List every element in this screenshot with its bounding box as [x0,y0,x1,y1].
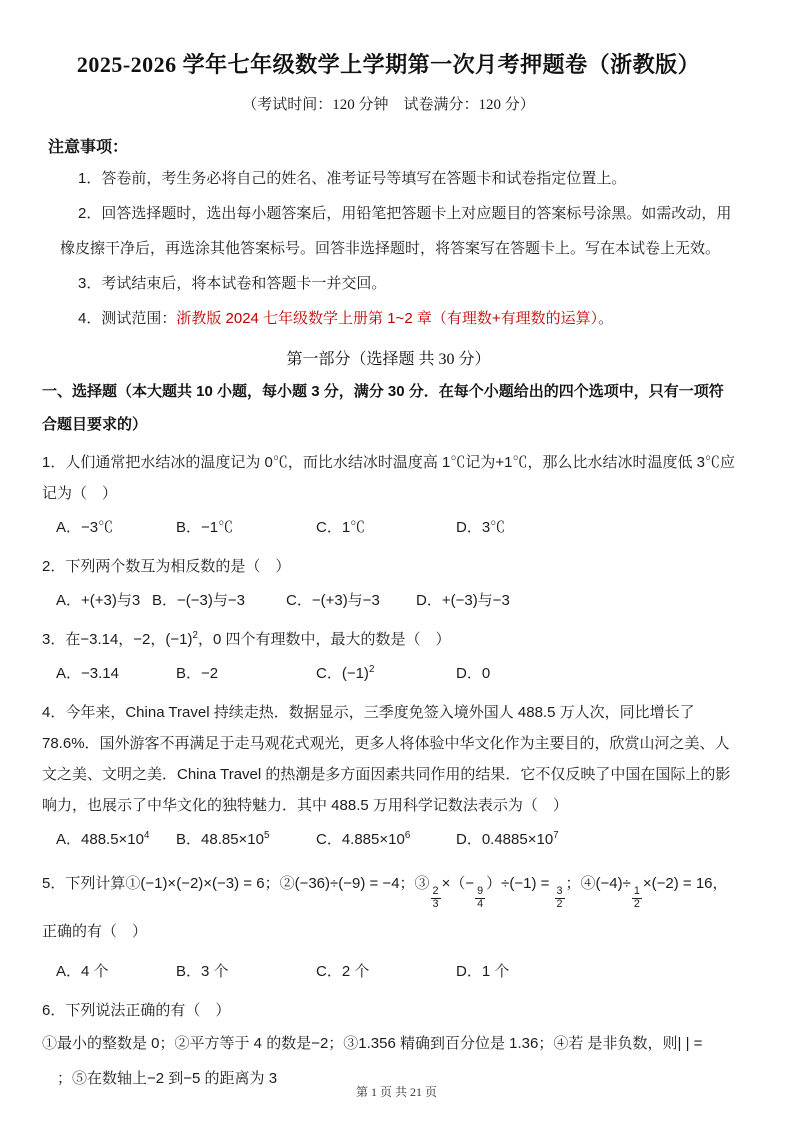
part1-heading: 第一部分（选择题 共 30 分） [286,351,491,368]
question-2 [42,551,735,614]
notice-list [42,161,735,336]
question-5-option-d: D．1 个 [456,962,510,980]
question-3 [42,624,735,687]
question-2-option-d: D．+(−3)与−3 [416,592,510,609]
question-2-option-a: A．+(+3)与3 [56,592,141,609]
question-1-option-a: A．−3℃ [56,519,114,536]
question-2-options [42,588,735,614]
question-2-option-b: B．−(−3)与−3 [152,592,245,609]
question-1-option-d: D．3℃ [456,519,506,536]
question-4-option-d: D．$0.4885\times 10^7$ [456,830,559,848]
question-3-option-d: D．0 [456,665,491,682]
question-2-stem: 2．下列两个数互为相反数的是（ ） [42,558,291,575]
question-5-stem: 5．下列计算①(−1)×(−2)×(−3) = 6；②(−36)÷(−9) = −4；③ $\frac{2}{3}$ ×（− $\frac{9}{4}$ ）÷(−1) = $\frac{3}{2}$ ；④(−4)÷ $\frac{1}{2}$ ×(−2) = 16，正确的有（ ） [42,875,728,940]
question-6-statements: ①最小的整数是 0；②平方等于 4 的数是−2；③1.356 精确到百分位是 1.36；④若 是非负数，则| | = ；⑤在数轴上−2 到−5 的距离为 3 [42,1034,703,1087]
question-4-option-a: A．$488.5\times 10^4$ [56,830,150,848]
question-3-option-a: A．−3.14 [56,665,119,682]
section1-intro: 一、选择题（本大题共 10 小题，每小题 3 分，满分 30 分．在每个小题给出的四个选项中，只有一项符合题目要求的） [42,383,724,433]
question-3-option-c: C．$(-1)^2$ [316,664,375,682]
question-6-stem: 6．下列说法正确的有（ ） [42,1001,231,1019]
question-2-option-c: C．−(+3)与−3 [286,592,380,609]
question-5 [42,863,735,985]
page-number-footer: 第 1 页 共 21 页 [355,1085,437,1099]
question-5-options [42,959,735,985]
question-4 [42,697,735,853]
question-1-options [42,515,735,541]
question-3-stem: 3．在−3.14，−2，$(-1)^2$，0 四个有理数中，最大的数是（ ） [42,630,451,648]
question-1-option-b: B．−1℃ [176,519,234,536]
question-3-option-b: B．−2 [176,665,219,682]
question-3-options [42,661,735,687]
question-4-options [42,827,735,853]
page-title: 2025-2026 学年七年级数学上学期第一次月考押题卷（浙教版） [76,52,701,77]
question-6 [42,995,735,1096]
question-4-option-b: B．$48.85\times 10^5$ [176,830,270,848]
notice-item-3: 3．考试结束后，将本试卷和答题卡一并交回。 [78,275,387,292]
question-1 [42,447,735,541]
question-4-option-c: C．$4.885\times 10^6$ [316,830,411,848]
question-5-option-a: A．4 个 [56,962,109,980]
exam-time-score-line: （考试时间：120 分钟 试卷满分：120 分） [242,97,535,113]
notice-item-4: 4．测试范围：浙教版 2024 七年级数学上册第 1~2 章（有理数+有理数的运算）。 [78,310,614,327]
notice-heading: 注意事项： [48,139,129,156]
notice-item-1: 1．答卷前，考生务必将自己的姓名、准考证号等填写在答题卡和试卷指定位置上。 [78,170,627,187]
question-5-option-c: C．2 个 [316,962,370,980]
notice-item-2: 2．回答选择题时，选出每小题答案后，用铅笔把答题卡上对应题目的答案标号涂黑。如需改动，用橡皮擦干净后，再选涂其他答案标号。回答非选择题时，将答案写在答题卡上。写在本试卷上无效。 [60,205,732,257]
question-4-stem: 4．今年来，China Travel 持续走热．数据显示，三季度免签入境外国人 488.5 万人次，同比增长了 78.6%．国外游客不再满足于走马观花式观光，更多人将体验中华文化作为主要目的，欣赏山河之美、人文之美、文明之美．China Travel 的热潮是多方面因素共同作用的结果．它不仅反映了中国在国际上的影响力，也展示了中华文化的独特魅力．其中 488.5 万用科学记数法表示为（ ） [42,704,731,814]
question-1-option-c: C．1℃ [316,519,366,536]
question-1-stem: 1．人们通常把水结冰的温度记为 0℃，而比水结冰时温度高 1℃记为+1℃，那么比水结冰时温度低 3℃应记为（ ） [42,454,735,502]
question-5-option-b: B．3 个 [176,962,229,980]
